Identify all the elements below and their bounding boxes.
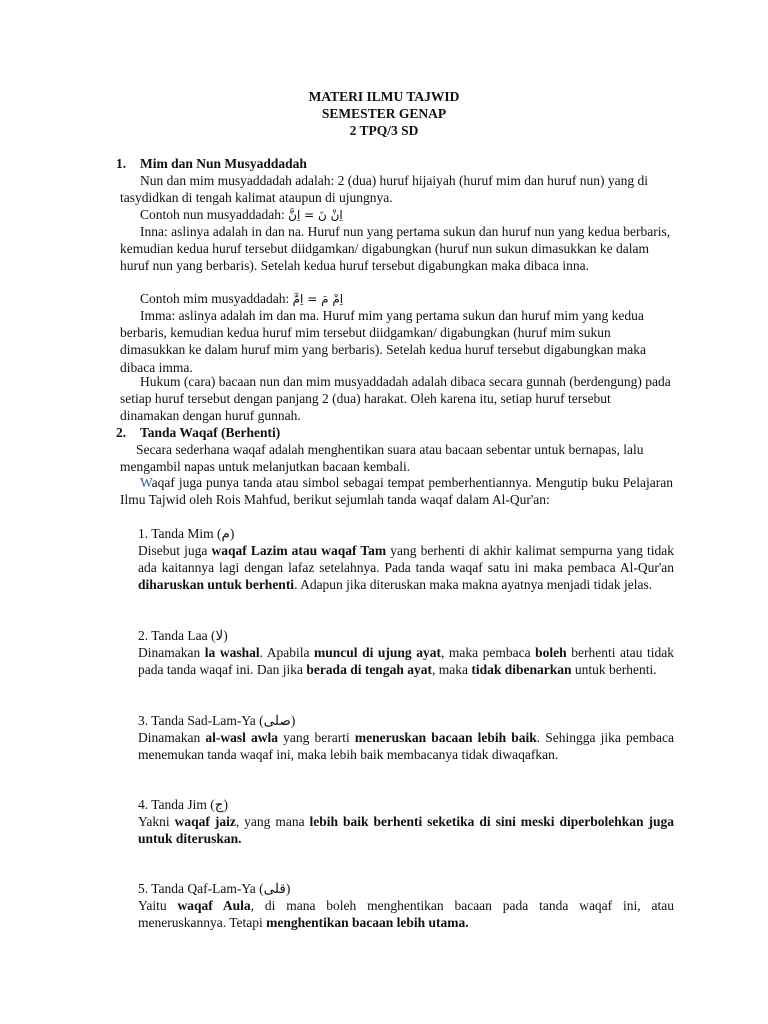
example-mim-label: Contoh mim musyaddadah:: [140, 291, 290, 306]
item-1-bold-1: waqaf Lazim atau waqaf Tam: [211, 543, 387, 558]
waqaf-item-4-heading: 4. Tanda Jim (ج): [138, 797, 229, 812]
example-nun-label: Contoh nun musyaddadah:: [140, 207, 285, 222]
item-5-text-2: , di mana boleh menghentikan bacaan pada tanda waqaf ini, atau meneruskannya. Tetapi: [138, 898, 674, 931]
item-1-text-1: Disebut juga: [138, 543, 212, 558]
item-3-text-3: . Sehingga jika pembaca menemukan tanda waqaf ini, maka lebih baik membacanya tidak diwaqafkan.: [138, 730, 675, 763]
section-2-paragraph-intro: [120, 474, 673, 508]
item-4-bold-2: lebih baik berhenti seketika di sini meski diperbolehkan juga untuk diteruskan.: [138, 814, 674, 847]
item-2-bold-5: tidak dibenarkan: [471, 662, 572, 678]
title-line-3: 2 TPQ/3 SD: [349, 123, 419, 138]
item-3-bold-1: al-wasl awla: [205, 730, 278, 745]
item-1-text-2: yang berhenti di akhir kalimat sempurna yang tidak ada kaitannya lagi dengan lafaz setelahnya. Pada tanda waqaf satu ini maka pembaca Al-Qur'an: [138, 543, 674, 576]
waqaf-item-5-heading: 5. Tanda Qaf-Lam-Ya (قلى): [138, 881, 291, 896]
item-3-text-2: yang berarti: [278, 730, 355, 745]
section-1-paragraph-imma: Imma: aslinya adalah im dan ma. Huruf mim yang pertama sukun dan huruf mim yang kedua berbaris, kemudian kedua huruf mim tersebut diidgamkan/ digabungkan (huruf mim sukun dimasukkan ke dalam huruf mim yang berbaris). Setelah kedua huruf tersebut digabungkan maka dibaca imma.: [120, 308, 646, 375]
waqaf-item-3-heading: 3. Tanda Sad-Lam-Ya (صلى): [138, 713, 296, 728]
section-2-title: Tanda Waqaf (Berhenti): [140, 425, 281, 440]
section-2-paragraph-definition: Secara sederhana waqaf adalah menghentikan suara atau bacaan sebentar untuk bernapas, lalu mengambil napas untuk melanjutkan bacaan kembali.: [120, 442, 644, 475]
waqaf-item-3-body: [138, 729, 674, 763]
section-1-title: Mim dan Nun Musyaddadah: [140, 156, 307, 171]
waqaf-item-5-body: [138, 897, 674, 931]
document-title: [0, 88, 768, 139]
intro-text: aqaf juga punya tanda atau simbol sebagai tempat pemberhentiannya. Mengutip buku Pelajaran Ilmu Tajwid oleh Rois Mahfud, berikut sejumlah tanda waqaf dalam Al-Qur'an:: [120, 475, 673, 508]
item-4-text-2: , yang mana: [235, 814, 310, 829]
item-2-bold-3: boleh: [535, 645, 567, 660]
item-2-bold-1: la washal: [204, 645, 260, 660]
section-2-heading: [116, 424, 280, 441]
example-nun: [120, 206, 673, 224]
intro-initial: W: [140, 475, 152, 490]
waqaf-item-2-heading: 2. Tanda Laa (لا): [138, 628, 228, 643]
waqaf-item-1-body: [138, 542, 674, 594]
item-2-text-1: Dinamakan: [138, 645, 205, 660]
section-1-heading: [116, 155, 307, 172]
item-4-text-1: Yakni: [138, 814, 175, 829]
item-2-bold-2: muncul di ujung ayat: [314, 645, 441, 660]
item-2-text-5: , maka: [431, 662, 472, 678]
example-nun-arabic: اِنْ نَ = اِنَّ: [288, 208, 343, 222]
item-5-bold-1: waqaf Aula: [177, 898, 251, 913]
waqaf-item-1-heading: 1. Tanda Mim (م): [138, 526, 235, 541]
title-line-1: MATERI ILMU TAJWID: [308, 89, 460, 104]
item-2-text-4: berhenti atau tidak pada tanda waqaf ini. Dan jika: [138, 645, 674, 678]
title-line-2: SEMESTER GENAP: [321, 106, 447, 121]
item-2-text-2: . Apabila: [259, 645, 315, 660]
section-2-number: 2.: [116, 425, 127, 440]
item-5-text-1: Yaitu: [138, 898, 178, 913]
item-5-bold-2: menghentikan bacaan lebih utama.: [266, 915, 469, 931]
item-1-bold-2: diharuskan untuk berhenti: [138, 577, 295, 593]
item-2-bold-4: berada di tengah ayat: [306, 662, 432, 678]
section-1-paragraph-hukum: Hukum (cara) bacaan nun dan mim musyaddadah adalah dibaca secara gunnah (berdengung) pada setiap huruf tersebut dengan panjang 2 (dua) harakat. Oleh karena itu, setiap huruf tersebut dinamakan dengan huruf gunnah.: [120, 374, 671, 424]
item-2-text-3: , maka pembaca: [440, 645, 536, 660]
waqaf-item-2-body: [138, 644, 674, 678]
example-mim-arabic: اِمْ مَ = اِمَّ: [292, 292, 344, 306]
item-1-text-3: . Adapun jika diteruskan maka makna ayatnya menjadi tidak jelas.: [294, 577, 653, 593]
item-4-bold-1: waqaf jaiz: [174, 814, 236, 829]
example-mim: [120, 290, 673, 308]
item-3-text-1: Dinamakan: [138, 730, 206, 745]
section-1-paragraph-inna: Inna: aslinya adalah in dan na. Huruf nun yang pertama sukun dan huruf nun yang kedua berbaris, kemudian kedua huruf tersebut diidgamkan/ digabungkan (huruf nun sukun dimasukkan ke dalam huruf nun yang berbaris). Setelah kedua huruf tersebut digabungkan maka dibaca inna.: [120, 224, 671, 274]
item-3-bold-2: meneruskan bacaan lebih baik: [354, 730, 537, 745]
waqaf-item-4-body: [138, 813, 674, 847]
item-2-text-6: untuk berhenti.: [571, 662, 657, 678]
section-1-paragraph-definition: Nun dan mim musyaddadah adalah: 2 (dua) huruf hijaiyah (huruf mim dan huruf nun) yang di tasydidkan di tengah kalimat ataupun di ujungnya.: [120, 173, 648, 206]
section-1-number: 1.: [116, 156, 127, 171]
